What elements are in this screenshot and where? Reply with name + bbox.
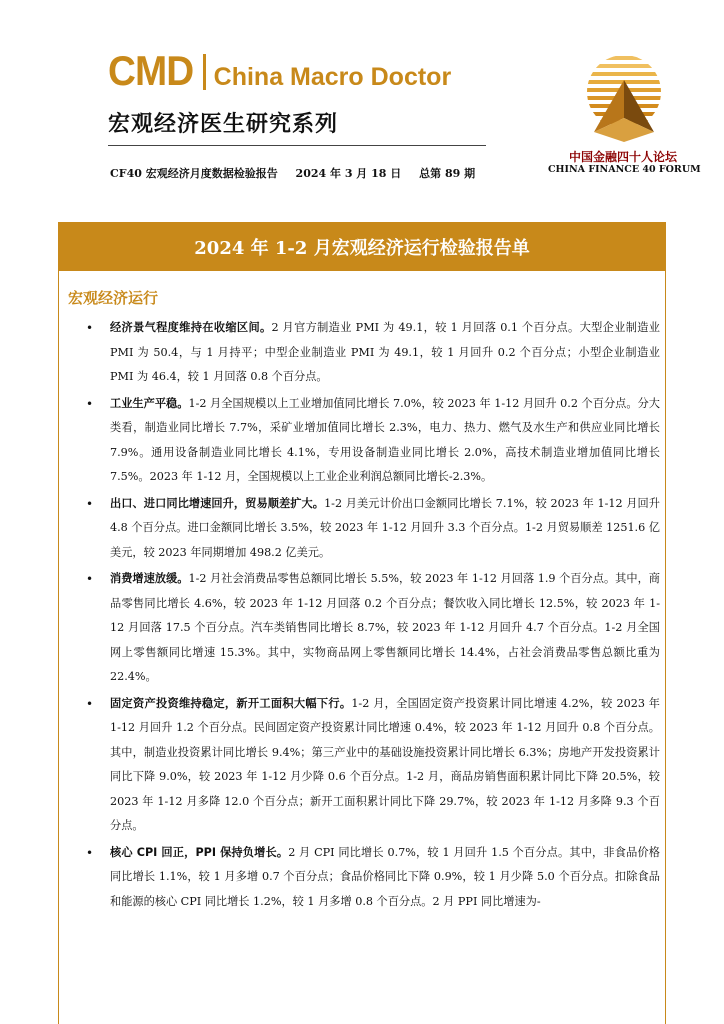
bullet-detail: 1-2 月，全国固定资产投资累计同比增速 4.2%，较 2023 年 1-12 月回升 1.2 个百分点。民间固定资产投资累计同比增速 0.4%，较 2023 年 1-12 月回升 0.8 个百分点。其中，制造业投资累计同比增长 9.4%；第三产业中的基础设施投资累计同比增长 6.3%；房地产开发投资累计同比下降 9.0%，较 2023 年 1-12 月少降 0.6 个百分点。1-2 月，商品房销售面积累计同比下降 20.5%，较 2023 年 1-12 月多降 12.0 个百分点；新开工面积累计同比下降 29.7%，较 2023 年 1-12 月多降 9.3 个百分点。: [110, 696, 660, 832]
forum-name-en: CHINA FINANCE 40 FORUM: [548, 164, 701, 175]
bullet-lead: 消费增速放缓。: [110, 572, 189, 585]
bullet-lead: 经济景气程度维持在收缩区间。: [110, 321, 272, 334]
report-title: 2024 年 1-2 月宏观经济运行检验报告单: [194, 238, 530, 259]
report-banner: [59, 223, 665, 271]
bullet-text: [110, 316, 660, 390]
forum-logo-icon: [580, 54, 668, 144]
list-item: [86, 692, 660, 839]
bullet-icon: •: [86, 696, 94, 711]
cmd-logo-name: China Macro Doctor: [213, 63, 452, 91]
logo-divider: [203, 54, 206, 90]
bullet-text: [110, 392, 660, 490]
section-heading: 宏观经济运行: [68, 289, 159, 307]
series-title: 宏观经济医生研究系列: [108, 112, 339, 137]
bullet-text: [110, 567, 660, 690]
list-item: [86, 841, 660, 915]
bullet-icon: •: [86, 496, 94, 511]
bullet-text: [110, 492, 660, 566]
bullet-detail: 2 月官方制造业 PMI 为 49.1，较 1 月回落 0.1 个百分点。大型企业制造业 PMI 为 50.4，与 1 月持平；中型企业制造业 PMI 为 49.1，较 1 月回升 0.2 个百分点；小型企业制造业 PMI 为 46.4，较 1 月回落 0.8 个百分点。: [110, 321, 660, 383]
bullet-detail: 2 月 CPI 同比增长 0.7%，较 1 月回升 1.5 个百分点。其中，非食品价格同比增长 1.1%，较 1 月多增 0.7 个百分点；食品价格同比下降 0.9%，较 1 月少降 5.0 个百分点。扣除食品和能源的核心 CPI 同比增长 1.2%，较 1 月多增 0.8 个百分点。2 月 PPI 同比增速为-: [110, 845, 660, 908]
bullet-text: [110, 841, 660, 915]
bullet-lead: 出口、进口同比增速回升，贸易顺差扩大。: [110, 496, 325, 510]
bullet-icon: •: [86, 321, 94, 335]
bullet-lead: 核心 CPI 回正，PPI 保持负增长。: [110, 845, 289, 859]
report-info: [110, 165, 489, 181]
bullet-detail: 1-2 月社会消费品零售总额同比增长 5.5%，较 2023 年 1-12 月回落 1.9 个百分点。其中，商品零售同比增长 4.6%，较 2023 年 1-12 月回落 0.2 个百分点；餐饮收入同比增长 12.5%，较 2023 年 1-12 月回落 17.5 个百分点。汽车类销售同比增长 8.7%，较 2023 年 1-12 月回升 4.7 个百分点。1-2 月全国网上零售额同比增速 15.3%。其中，实物商品网上零售额同比增长 14.4%，占社会消费品零售总额比重为 22.4%。: [110, 572, 660, 683]
list-item: [86, 567, 660, 690]
list-item: [86, 492, 660, 566]
bullet-detail: 1-2 月全国规模以上工业增加值同比增长 7.0%，较 2023 年 1-12 月回升 0.2 个百分点。分大类看，制造业同比增长 7.7%，采矿业增加值同比增长 2.3%，电力、热力、燃气及水生产和供应业同比增长 7.9%。通用设备制造业同比增长 4.1%，专用设备制造业同比增长 2.0%，高技术制造业增加值同比增长 7.5%。2023 年 1-12 月，全国规模以上工业企业利润总额同比增长-2.3%。: [110, 396, 660, 483]
forum-name-cn: 中国金融四十人论坛: [568, 150, 677, 164]
issue-number: 总第 89 期: [419, 167, 476, 180]
report-date: 2024 年 3 月 18 日: [295, 167, 402, 180]
bullet-text: [110, 692, 660, 839]
bullet-list: [86, 316, 660, 916]
bullet-lead: 固定资产投资维持稳定，新开工面积大幅下行。: [110, 696, 352, 710]
bullet-detail: 1-2 月美元计价出口金额同比增长 7.1%，较 2023 年 1-12 月回升 4.8 个百分点。进口金额同比增长 3.5%，较 2023 年 1-12 月回升 3.3 个百分点。1-2 月贸易顺差 1251.6 亿美元，较 2023 年同期增加 498.2 亿美元。: [110, 496, 660, 559]
bullet-lead: 工业生产平稳。: [110, 396, 189, 410]
report-code: CF40 宏观经济月度数据检验报告: [110, 167, 278, 180]
header-divider: [108, 145, 486, 146]
bullet-icon: •: [86, 845, 94, 860]
list-item: [86, 392, 660, 490]
bullet-icon: •: [86, 396, 94, 411]
cmd-logo-mark: CMD: [108, 47, 194, 94]
list-item: [86, 316, 660, 390]
cmd-logo: [108, 47, 452, 94]
bullet-icon: •: [86, 572, 94, 586]
